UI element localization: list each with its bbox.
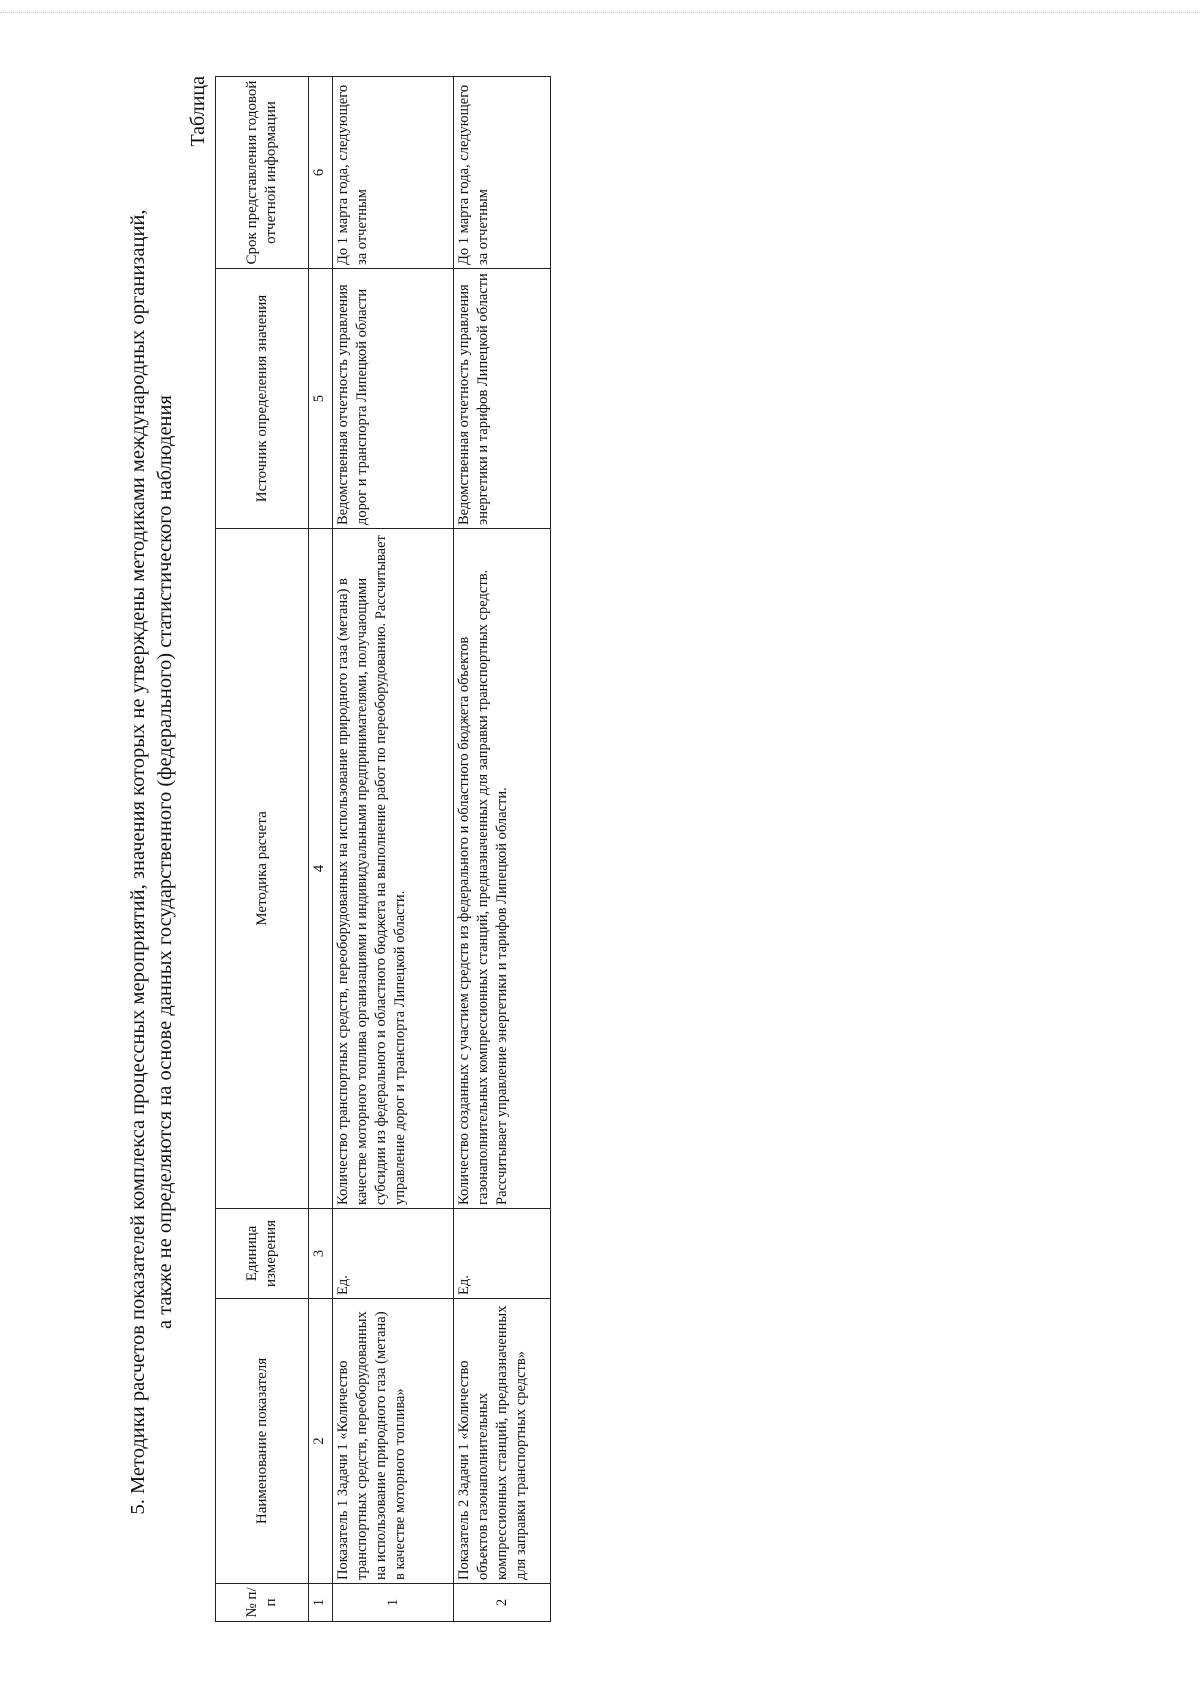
header-num: № п/п	[216, 1584, 309, 1622]
indicator-name: Показатель 2 Задачи 1 «Количество объектов газонаполнительных компрессионных станций, предназначенных для заправки транспортных средств»	[454, 1299, 551, 1584]
report-deadline: До 1 марта года, следующего за отчетным	[333, 77, 454, 269]
calculation-method: Количество созданных с участием средств из федерального и областного бюджета объектов газонаполнительных компрессионных станций, предназначенных для заправки транспортных средств. Рассчитывает управление энергетики и тарифов Липецкой области.	[454, 529, 551, 1209]
indicator-name: Показатель 1 Задачи 1 «Количество транспортных средств, переоборудованных на использование природного газа (метана) в качестве моторного топлива»	[333, 1299, 454, 1584]
header-method: Методика расчета	[216, 529, 309, 1209]
calculation-method: Количество транспортных средств, переоборудованных на использование природного газа (метана) в качестве моторного топлива организациями и индивидуальными предпринимателями, получающими субсидии из федерального и областного бюджета на выполнение работ по переоборудованию. Рассчитывает управление дорог и транспорта Липецкой области.	[333, 529, 454, 1209]
heading-line-1: 5. Методики расчетов показателей комплекса процессных мероприятий, значения которых не утверждены методиками международных организаций,	[127, 209, 149, 1515]
column-number: 6	[309, 77, 333, 269]
column-number: 4	[309, 529, 333, 1209]
column-number-row	[309, 77, 333, 1622]
data-source: Ведомственная отчетность управления дорог и транспорта Липецкой области	[333, 269, 454, 529]
column-number: 5	[309, 269, 333, 529]
row-number: 1	[333, 1584, 454, 1622]
header-name: Наименование показателя	[216, 1299, 309, 1584]
row-number: 2	[454, 1584, 551, 1622]
header-unit: Единица измерения	[216, 1209, 309, 1299]
table-header-row	[216, 77, 309, 1622]
data-source: Ведомственная отчетность управления энергетики и тарифов Липецкой области	[454, 269, 551, 529]
rotated-page	[125, 72, 1135, 1652]
table-row	[454, 77, 551, 1622]
heading-line-2: а также не определяются на основе данных государственного (федерального) статистического наблюдения	[154, 395, 176, 1329]
table-row	[333, 77, 454, 1622]
section-heading	[125, 72, 179, 1652]
unit: Ед.	[333, 1209, 454, 1299]
column-number: 2	[309, 1299, 333, 1584]
column-number: 1	[309, 1584, 333, 1622]
unit: Ед.	[454, 1209, 551, 1299]
header-source: Источник определения значения	[216, 269, 309, 529]
scan-edge-line	[0, 12, 1200, 13]
header-deadline: Срок представления годовой отчетной информации	[216, 77, 309, 269]
report-deadline: До 1 марта года, следующего за отчетным	[454, 77, 551, 269]
table-caption: Таблица	[187, 76, 209, 147]
column-number: 3	[309, 1209, 333, 1299]
indicators-table	[215, 76, 551, 1622]
